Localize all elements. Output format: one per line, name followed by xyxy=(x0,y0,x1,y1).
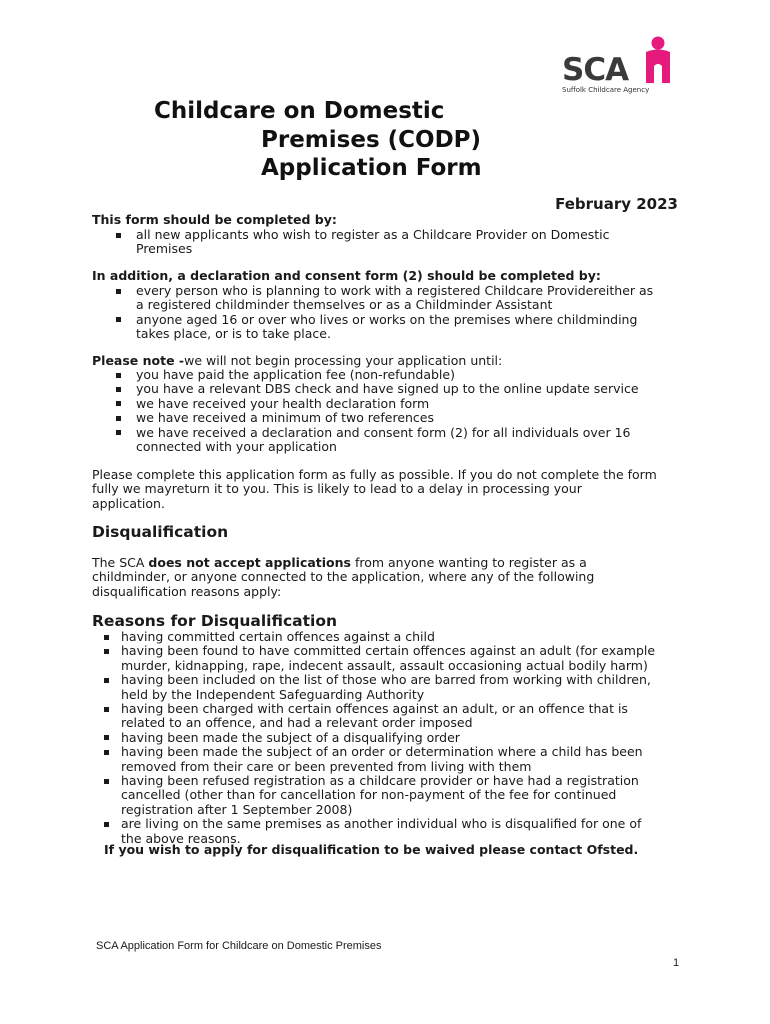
square-bullet-icon xyxy=(104,635,109,640)
list-item xyxy=(0,731,770,745)
title-line-1: Childcare on Domestic xyxy=(154,98,445,124)
list-item-line: all new applicants who wish to register as a Childcare Provider on Domestic xyxy=(136,227,610,242)
square-bullet-icon xyxy=(116,233,121,238)
square-bullet-icon xyxy=(116,289,121,294)
list-item xyxy=(0,411,770,425)
waive-note: If you wish to apply for disqualification to be waived please contact Ofsted. xyxy=(104,842,639,857)
square-bullet-icon xyxy=(116,373,121,378)
list-item-line: cancelled (other than for cancellation for non-payment of the fee for continued xyxy=(121,787,617,803)
list-item-line: connected with your application xyxy=(136,439,337,455)
list-item xyxy=(0,774,770,817)
list-item xyxy=(0,426,770,455)
list-item xyxy=(0,368,770,382)
list-item xyxy=(0,673,770,702)
list-item xyxy=(0,313,770,342)
list-item-line: murder, kidnapping, rape, indecent assault, assault occasioning actual bodily harm) xyxy=(121,657,648,673)
list-item-line: we have received a declaration and consent form (2) for all individuals over 16 xyxy=(136,424,631,440)
list-item-line: having been refused registration as a childcare provider or have had a registration xyxy=(121,773,639,789)
disqualification-heading: Disqualification xyxy=(92,523,229,541)
list-item-line: held by the Independent Safeguarding Authority xyxy=(121,686,425,702)
list-item-line: anyone aged 16 or over who lives or works on the premises where childminding xyxy=(136,311,638,327)
note-lead: Please note - xyxy=(92,353,185,368)
list-item-line: having been charged with certain offences against an adult, or an offence that is xyxy=(121,701,628,717)
list-item xyxy=(0,284,770,313)
list-item-line: having been found to have committed certain offences against an adult (for example xyxy=(121,643,656,659)
list-item-line: Premises xyxy=(136,241,193,257)
list-item xyxy=(0,745,770,774)
list-item-line: having been made the subject of a disqualifying order xyxy=(121,729,460,745)
square-bullet-icon xyxy=(116,401,121,406)
reasons-list xyxy=(0,630,770,846)
square-bullet-icon xyxy=(104,735,109,740)
page-number: 1 xyxy=(673,957,680,969)
square-bullet-icon xyxy=(116,430,121,435)
list-item-line: are living on the same premises as another individual who is disqualified for one of xyxy=(121,816,642,832)
complete-line-2: fully we mayreturn it to you. This is likely to lead to a delay in processing your xyxy=(92,481,582,497)
list-item-line: having been made the subject of an order or determination where a child has been xyxy=(121,744,643,760)
list-item-line: every person who is planning to work with a registered Childcare Providereither as xyxy=(136,283,654,298)
list-item-line: we have received your health declaration form xyxy=(136,395,430,411)
square-bullet-icon xyxy=(104,750,109,755)
list-item xyxy=(0,702,770,731)
child-figure-icon xyxy=(645,36,671,84)
list-item-line: we have received a minimum of two references xyxy=(136,410,435,426)
square-bullet-icon xyxy=(104,678,109,683)
note-list xyxy=(0,368,770,454)
square-bullet-icon xyxy=(104,707,109,712)
disq-post: from anyone wanting to register as a xyxy=(350,555,587,570)
list-item-line: a registered childminder themselves or as a Childminder Assistant xyxy=(136,297,553,313)
list-item xyxy=(0,397,770,411)
footer-text: SCA Application Form for Childcare on Domestic Premises xyxy=(96,940,382,952)
list-item-line: registration after 1 September 2008) xyxy=(121,801,353,817)
square-bullet-icon xyxy=(104,822,109,827)
square-bullet-icon xyxy=(116,387,121,392)
list-item xyxy=(0,630,770,644)
square-bullet-icon xyxy=(116,317,121,322)
square-bullet-icon xyxy=(104,649,109,654)
note-text: we will not begin processing your application until: xyxy=(184,353,503,368)
logo-subtitle: Suffolk Childcare Agency xyxy=(562,86,650,94)
list-item xyxy=(0,228,770,257)
list-item-line: the above reasons. xyxy=(121,830,241,846)
square-bullet-icon xyxy=(116,416,121,421)
list-item-line: removed from their care or been prevented from living with them xyxy=(121,758,532,774)
list-item-line: you have paid the application fee (non-refundable) xyxy=(136,367,455,382)
disqualification-paragraph xyxy=(92,556,594,599)
declaration-list xyxy=(0,284,770,342)
sca-logo xyxy=(562,36,672,96)
form-date: February 2023 xyxy=(555,195,678,213)
square-bullet-icon xyxy=(104,779,109,784)
title-line-2: Premises (CODP) xyxy=(261,127,482,153)
complete-line-1: Please complete this application form as fully as possible. If you do not complete the form xyxy=(92,467,657,482)
complete-line-3: application. xyxy=(92,495,165,511)
declaration-heading: In addition, a declaration and consent form (2) should be completed by: xyxy=(92,268,601,283)
logo-text: SCA xyxy=(562,52,629,88)
reasons-heading: Reasons for Disqualification xyxy=(92,612,338,630)
list-item-line: you have a relevant DBS check and have signed up to the online update service xyxy=(136,381,639,397)
complete-paragraph xyxy=(92,468,657,511)
disq-pre: The SCA xyxy=(92,555,149,570)
title-line-3: Application Form xyxy=(261,155,482,181)
disq-bold: does not accept applications xyxy=(148,555,351,570)
disq-line-3: disqualification reasons apply: xyxy=(92,583,282,599)
completed-by-list xyxy=(0,228,770,257)
list-item-line: related to an offence, and had a relevant order imposed xyxy=(121,715,473,731)
list-item xyxy=(0,382,770,396)
disq-line-2: childminder, or anyone connected to the application, where any of the following xyxy=(92,569,595,585)
list-item xyxy=(0,644,770,673)
completed-by-heading: This form should be completed by: xyxy=(92,212,337,227)
list-item-line: having been included on the list of those who are barred from working with children, xyxy=(121,672,651,688)
list-item-line: takes place, or is to take place. xyxy=(136,326,331,342)
list-item-line: having committed certain offences against a child xyxy=(121,629,435,644)
